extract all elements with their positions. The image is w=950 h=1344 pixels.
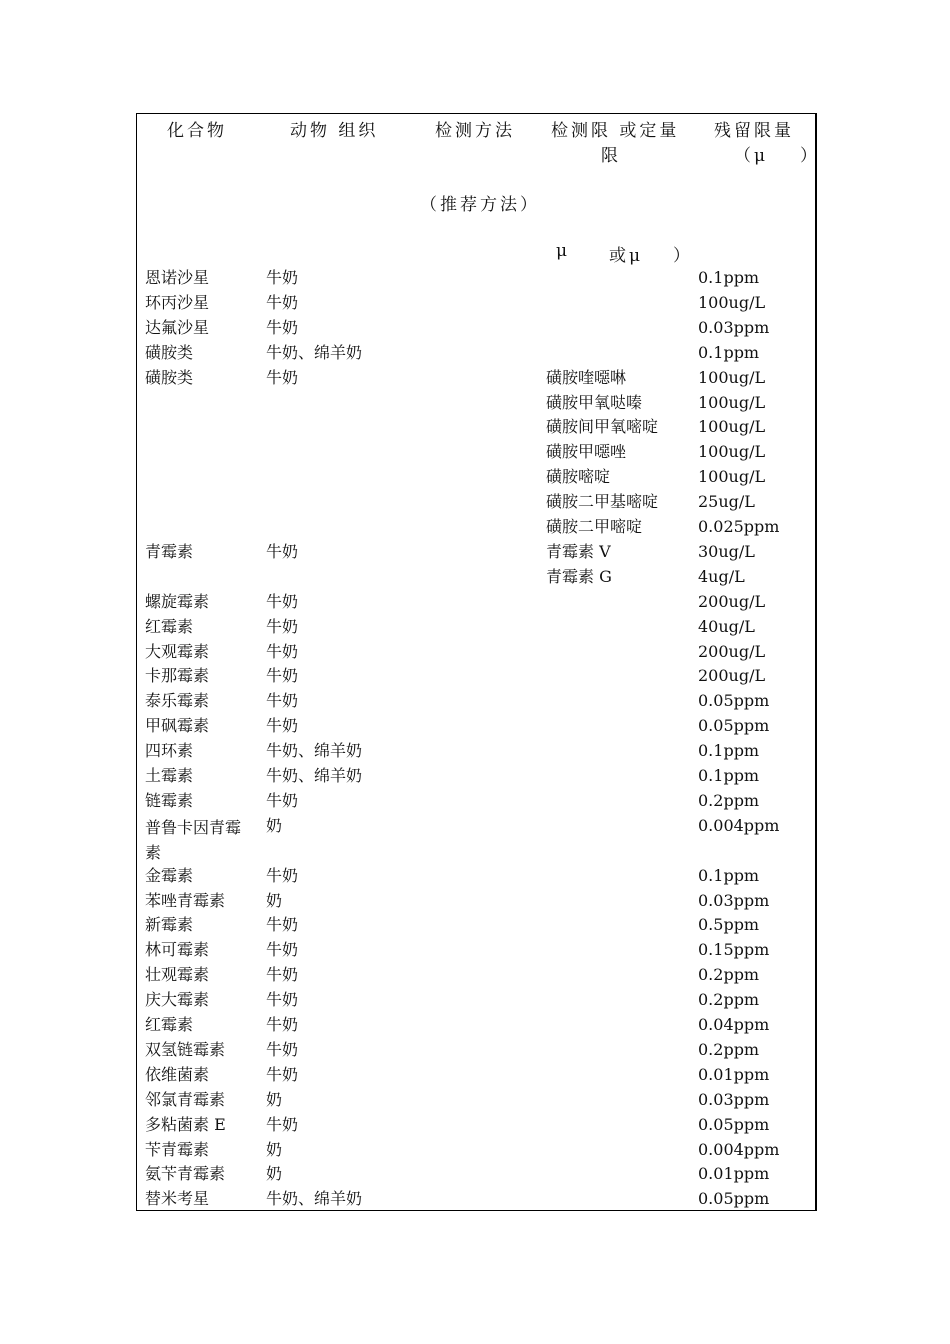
cell-tissue: 牛奶 [266,616,299,636]
cell-tissue: 牛奶 [266,1015,299,1034]
cell-tissue: 牛奶 [266,641,299,661]
cell-residue-limit: 100ug/L [698,292,766,312]
cell-tissue: 奶 [266,815,283,835]
cell-residue-limit: 25ug/L [698,492,755,512]
header-unit-or: 或μ [609,246,644,266]
cell-compound: 林可霉素 [145,940,210,960]
cell-detection: 青霉素 V [546,541,611,561]
cell-tissue: 牛奶 [266,865,299,885]
cell-residue-limit: 200ug/L [698,666,766,686]
cell-residue-limit: 100ug/L [698,417,766,437]
cell-detection: 磺胺间甲氧嘧啶 [546,417,659,437]
cell-tissue: 奶 [266,1139,283,1159]
cell-tissue: 奶 [266,1164,283,1184]
cell-residue-limit: 0.1ppm [698,741,760,761]
cell-detection: 磺胺甲噁唑 [546,442,627,462]
cell-compound: 依维菌素 [145,1064,210,1084]
cell-compound: 壮观霉素 [145,965,210,985]
cell-tissue: 牛奶 [266,666,299,686]
cell-compound: 达氟沙星 [145,317,210,337]
cell-tissue: 奶 [266,890,283,910]
cell-compound: 甲砜霉素 [145,716,210,736]
header-residue-unit-close: ） [800,146,820,166]
cell-residue-limit: 100ug/L [698,367,766,387]
cell-tissue: 牛奶、绵羊奶 [266,1189,363,1209]
cell-compound: 磺胺类 [145,367,194,387]
cell-tissue: 牛奶 [266,940,299,960]
cell-tissue: 牛奶 [266,1064,299,1084]
cell-tissue: 牛奶 [266,541,299,561]
cell-tissue: 牛奶 [266,790,299,810]
cell-tissue: 牛奶 [266,591,299,611]
cell-residue-limit: 0.004ppm [698,1139,780,1159]
cell-compound: 庆大霉素 [145,990,210,1010]
cell-residue-limit: 0.025ppm [698,517,780,536]
cell-tissue: 牛奶 [266,317,299,337]
cell-tissue: 牛奶 [266,292,299,312]
cell-residue-limit: 0.03ppm [698,890,770,910]
cell-residue-limit: 200ug/L [698,591,766,611]
cell-residue-limit: 0.04ppm [698,1015,770,1034]
cell-tissue: 奶 [266,1089,283,1109]
header-animal-tissue: 动物 组织 [290,121,379,141]
header-residue-limit: 残留限量 [714,121,794,141]
cell-residue-limit: 0.5ppm [698,915,760,935]
cell-residue-limit: 0.03ppm [698,1089,770,1109]
cell-residue-limit: 0.03ppm [698,317,770,337]
cell-tissue: 牛奶 [266,268,299,287]
header-detection-limit-line2: 限 [601,146,621,166]
cell-residue-limit: 0.1ppm [698,766,760,785]
cell-residue-limit: 200ug/L [698,641,766,661]
cell-residue-limit: 0.2ppm [698,790,760,810]
cell-tissue: 牛奶 [266,1114,299,1134]
cell-tissue: 牛奶 [266,965,299,985]
cell-tissue: 牛奶 [266,367,299,387]
cell-compound: 金霉素 [145,865,194,885]
cell-residue-limit: 40ug/L [698,616,755,636]
cell-detection: 磺胺嘧啶 [546,467,611,487]
cell-compound: 大观霉素 [145,641,210,661]
cell-tissue: 牛奶、绵羊奶 [266,741,363,761]
cell-compound: 红霉素 [145,1015,194,1034]
cell-detection: 磺胺二甲嘧啶 [546,517,643,536]
cell-detection: 磺胺喹噁啉 [546,367,627,387]
cell-detection: 青霉素 G [546,566,612,586]
cell-residue-limit: 0.05ppm [698,1189,770,1209]
header-unit-mu: μ [556,241,571,261]
cell-residue-limit: 100ug/L [698,392,766,412]
cell-compound: 氨苄青霉素 [145,1164,226,1184]
cell-detection: 磺胺甲氧哒嗪 [546,392,643,412]
header-residue-unit-open: （μ [734,146,769,166]
cell-residue-limit: 0.05ppm [698,691,770,711]
cell-compound: 普鲁卡因青霉素 [145,817,242,862]
cell-tissue: 牛奶 [266,915,299,935]
cell-tissue: 牛奶 [266,990,299,1010]
cell-compound: 多粘菌素 E [145,1114,226,1134]
cell-compound: 苯唑青霉素 [145,890,226,910]
cell-residue-limit: 0.1ppm [698,342,760,362]
cell-tissue: 牛奶、绵羊奶 [266,342,363,362]
header-unit-close: ） [673,246,693,266]
cell-residue-limit: 0.2ppm [698,1039,760,1059]
cell-compound: 磺胺类 [145,342,194,362]
cell-compound: 环丙沙星 [145,292,210,312]
cell-residue-limit: 0.15ppm [698,940,770,960]
cell-residue-limit: 0.01ppm [698,1064,770,1084]
header-method-note: （推荐方法） [420,195,540,215]
cell-residue-limit: 0.1ppm [698,865,760,885]
cell-residue-limit: 0.1ppm [698,268,760,287]
cell-compound: 螺旋霉素 [145,591,210,611]
cell-residue-limit: 30ug/L [698,541,755,561]
cell-residue-limit: 100ug/L [698,467,766,487]
header-compound: 化合物 [167,121,227,141]
cell-residue-limit: 4ug/L [698,566,745,586]
cell-compound: 红霉素 [145,616,194,636]
cell-residue-limit: 0.2ppm [698,965,760,985]
cell-tissue: 牛奶 [266,691,299,711]
cell-compound: 青霉素 [145,541,194,561]
cell-compound: 双氢链霉素 [145,1039,226,1059]
cell-compound: 邻氯青霉素 [145,1089,226,1109]
cell-residue-limit: 0.2ppm [698,990,760,1010]
cell-compound: 四环素 [145,741,194,761]
cell-residue-limit: 0.004ppm [698,815,780,835]
cell-compound: 苄青霉素 [145,1139,210,1159]
cell-tissue: 牛奶 [266,716,299,736]
cell-residue-limit: 100ug/L [698,442,766,462]
header-detection-limit: 检测限 或定量 [551,121,680,141]
cell-compound: 泰乐霉素 [145,691,210,711]
cell-compound: 土霉素 [145,766,194,785]
header-detection-method: 检测方法 [435,121,515,141]
cell-compound: 替米考星 [145,1189,210,1209]
cell-tissue: 牛奶、绵羊奶 [266,766,363,785]
cell-compound: 恩诺沙星 [145,268,210,287]
cell-compound: 链霉素 [145,790,194,810]
cell-compound: 新霉素 [145,915,194,935]
cell-residue-limit: 0.05ppm [698,716,770,736]
cell-residue-limit: 0.05ppm [698,1114,770,1134]
cell-compound: 卡那霉素 [145,666,210,686]
cell-tissue: 牛奶 [266,1039,299,1059]
cell-residue-limit: 0.01ppm [698,1164,770,1184]
cell-detection: 磺胺二甲基嘧啶 [546,492,659,512]
